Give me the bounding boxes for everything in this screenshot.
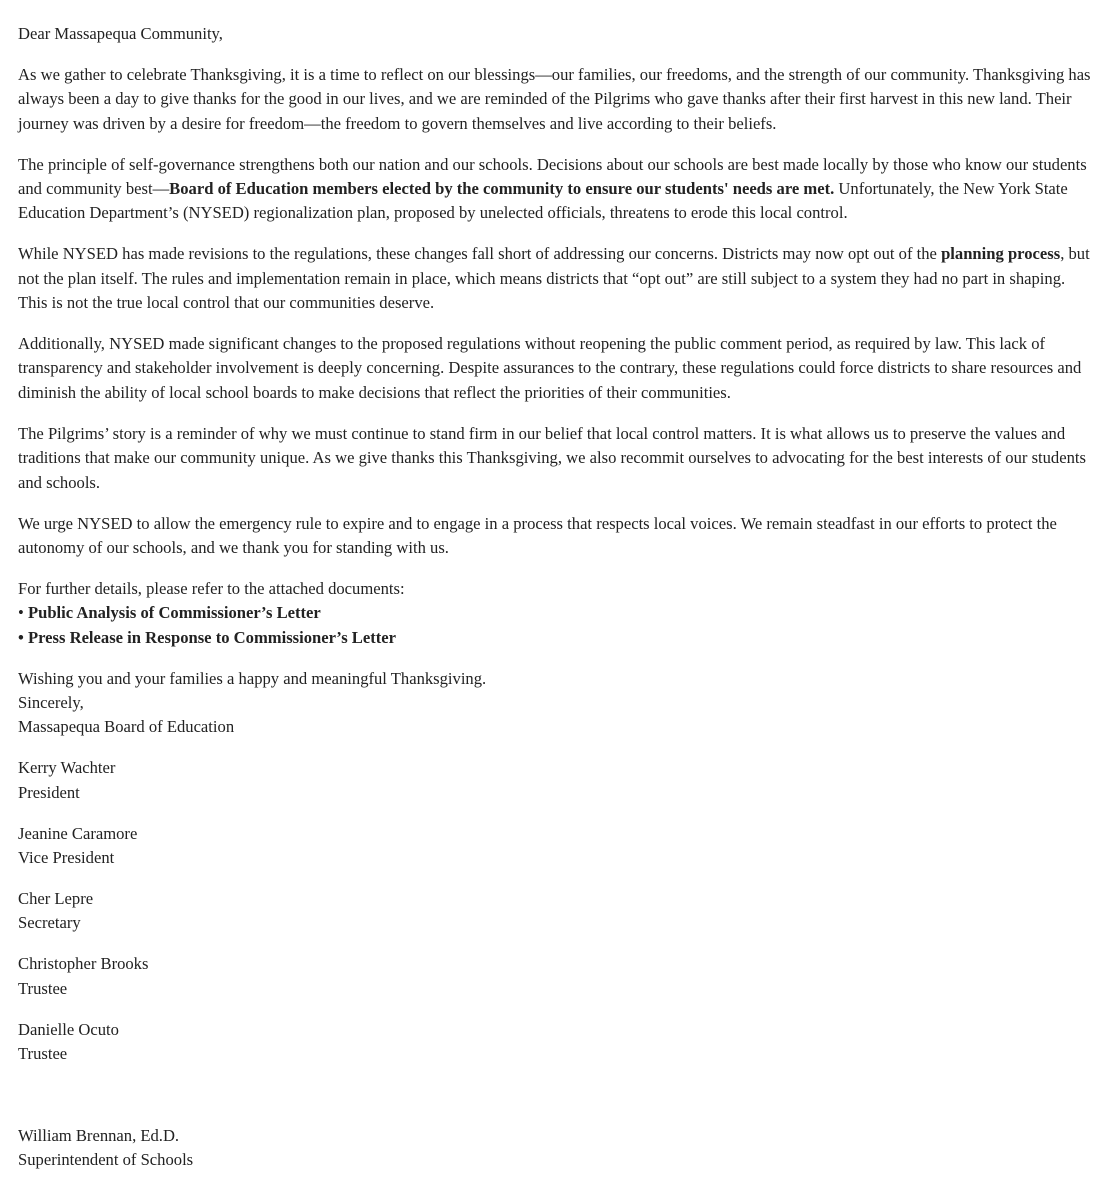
signatory-name: Danielle Ocuto (18, 1019, 119, 1039)
paragraph-public-comment: Additionally, NYSED made significant changes to the proposed regulations without reopening the public comment period, as required by law. This lack of transparency and stakeholder involvement is deeply concerning. Despite assurances to the contrary, these regulations could force districts to share resources and diminish the ability of local school boards to make decisions that reflect the priorities of their communities. (18, 334, 1082, 402)
greeting: Dear Massapequa Community, (18, 24, 223, 43)
attachment-bullet: • (18, 603, 28, 623)
closing-sincerely: Sincerely, (18, 692, 84, 712)
signatory-title: Secretary (18, 913, 81, 933)
closing-wish: Wishing you and your families a happy and meaningful Thanksgiving. (18, 668, 487, 688)
paragraph-self-governance-emphasis: Board of Education members elected by the community to ensure our students' needs are met. (169, 179, 835, 199)
superintendent-signature (18, 1124, 1094, 1173)
signatory-title: Vice President (18, 847, 115, 867)
signatory-president (18, 756, 1094, 805)
signature-spacer (18, 1083, 1094, 1124)
signatory-trustee-1 (18, 952, 1094, 1001)
paragraph-thanksgiving-blessings: As we gather to celebrate Thanksgiving, it is a time to reflect on our blessings—our families, our freedoms, and the strength of our community. Thanksgiving has always been a day to give thanks for the good in our lives, and we are reminded of the Pilgrims who gave thanks after their first harvest in this new land. Their journey was driven by a desire for freedom—the freedom to govern themselves and live according to their beliefs. (18, 64, 1091, 133)
paragraph-nysed-revisions (18, 242, 1094, 315)
superintendent-name: William Brennan, Ed.D. (18, 1125, 180, 1145)
superintendent-title: Superintendent of Schools (18, 1150, 194, 1170)
signatory-name: Kerry Wachter (18, 758, 116, 778)
closing-organization: Massapequa Board of Education (18, 717, 235, 737)
attachments-section (18, 577, 1094, 650)
attachment-item-public-analysis[interactable] (18, 601, 1094, 625)
attachment-link-press-release[interactable]: • Press Release in Response to Commissioner’s Letter (18, 627, 397, 647)
paragraph-pilgrims-story: The Pilgrims’ story is a reminder of why we must continue to stand firm in our belief that local control matters. It is what allows us to preserve the values and traditions that make our community unique. As we give thanks this Thanksgiving, we also recommit ourselves to advocating for the best interests of our students and schools. (18, 423, 1086, 492)
paragraph-nysed-revisions-emphasis: planning process (941, 244, 1061, 264)
closing-block (18, 667, 1094, 740)
signatory-name: Christopher Brooks (18, 954, 149, 974)
signatory-secretary (18, 887, 1094, 936)
signatory-title: Trustee (18, 1043, 68, 1063)
attachments-intro: For further details, please refer to the attached documents: (18, 578, 405, 598)
paragraph-nysed-revisions-text-start: While NYSED has made revisions to the regulations, these changes fall short of addressing our concerns. Districts may now opt out of the (18, 244, 942, 264)
signatory-vice-president (18, 822, 1094, 871)
signatory-trustee-2 (18, 1018, 1094, 1067)
paragraph-self-governance-text-end: Unfortunately, the New York State Education Department’s (NYSED) regionalization plan, proposed by unelected officials, threatens to erode this local control. (18, 179, 1068, 223)
paragraph-urge-nysed: We urge NYSED to allow the emergency rule to expire and to engage in a process that respects local voices. We remain steadfast in our efforts to protect the autonomy of our schools, and we thank you for standing with us. (18, 513, 1057, 557)
paragraph-self-governance (18, 153, 1094, 226)
paragraph-nysed-revisions-text-end: , but not the plan itself. The rules and implementation remain in place, which means districts that “opt out” are still subject to a system they had no part in shaping. This is not the true local control that our communities deserve. (18, 244, 1090, 313)
attachment-link-public-analysis[interactable]: Public Analysis of Commissioner’s Letter (27, 603, 321, 623)
signatory-name: Jeanine Caramore (18, 823, 138, 843)
paragraph-self-governance-text-start: The principle of self-governance strengthens both our nation and our schools. Decisions about our schools are best made locally by those who know our students and community best— (18, 154, 1087, 199)
signatory-title: Trustee (18, 978, 68, 998)
signatory-title: President (18, 782, 80, 802)
signatory-name: Cher Lepre (18, 888, 94, 908)
